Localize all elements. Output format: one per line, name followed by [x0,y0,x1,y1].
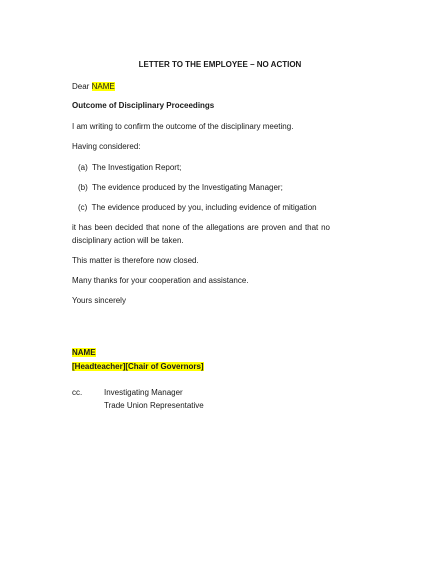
list-item-text: The evidence produced by the Investigating Manager; [92,183,283,192]
list-item [78,203,317,213]
list-item [78,163,181,173]
signoff: Yours sincerely [72,296,126,305]
letter-title: LETTER TO THE EMPLOYEE – NO ACTION [138,60,302,69]
cc-item: Trade Union Representative [104,401,204,410]
closed-line: This matter is therefore now closed. [72,256,199,265]
signer-role [72,362,204,372]
signer-name-text: NAME [72,348,96,357]
list-item-text: The evidence produced by you, including evidence of mitigation [91,203,317,212]
signer-name [72,348,96,358]
intro-paragraph: I am writing to confirm the outcome of the disciplinary meeting. [72,122,294,131]
decision-line-1: it has been decided that none of the allegations are proven and that no [72,223,330,232]
signer-role-text: [Headteacher][Chair of Governors] [72,362,204,371]
thanks-line: Many thanks for your cooperation and assistance. [72,276,249,285]
cc-label: cc. [72,388,83,397]
decision-line-2: disciplinary action will be taken. [72,236,184,245]
list-marker: (b) [78,183,88,192]
list-marker: (c) [78,203,88,212]
subject-heading: Outcome of Disciplinary Proceedings [72,101,215,110]
salutation [72,82,115,92]
list-item-text: The Investigation Report; [92,163,182,172]
considered-line: Having considered: [72,142,141,151]
cc-item: Investigating Manager [104,388,183,397]
salutation-name: NAME [91,82,115,91]
salutation-prefix: Dear [72,82,90,91]
list-item [78,183,283,193]
list-marker: (a) [78,163,88,172]
